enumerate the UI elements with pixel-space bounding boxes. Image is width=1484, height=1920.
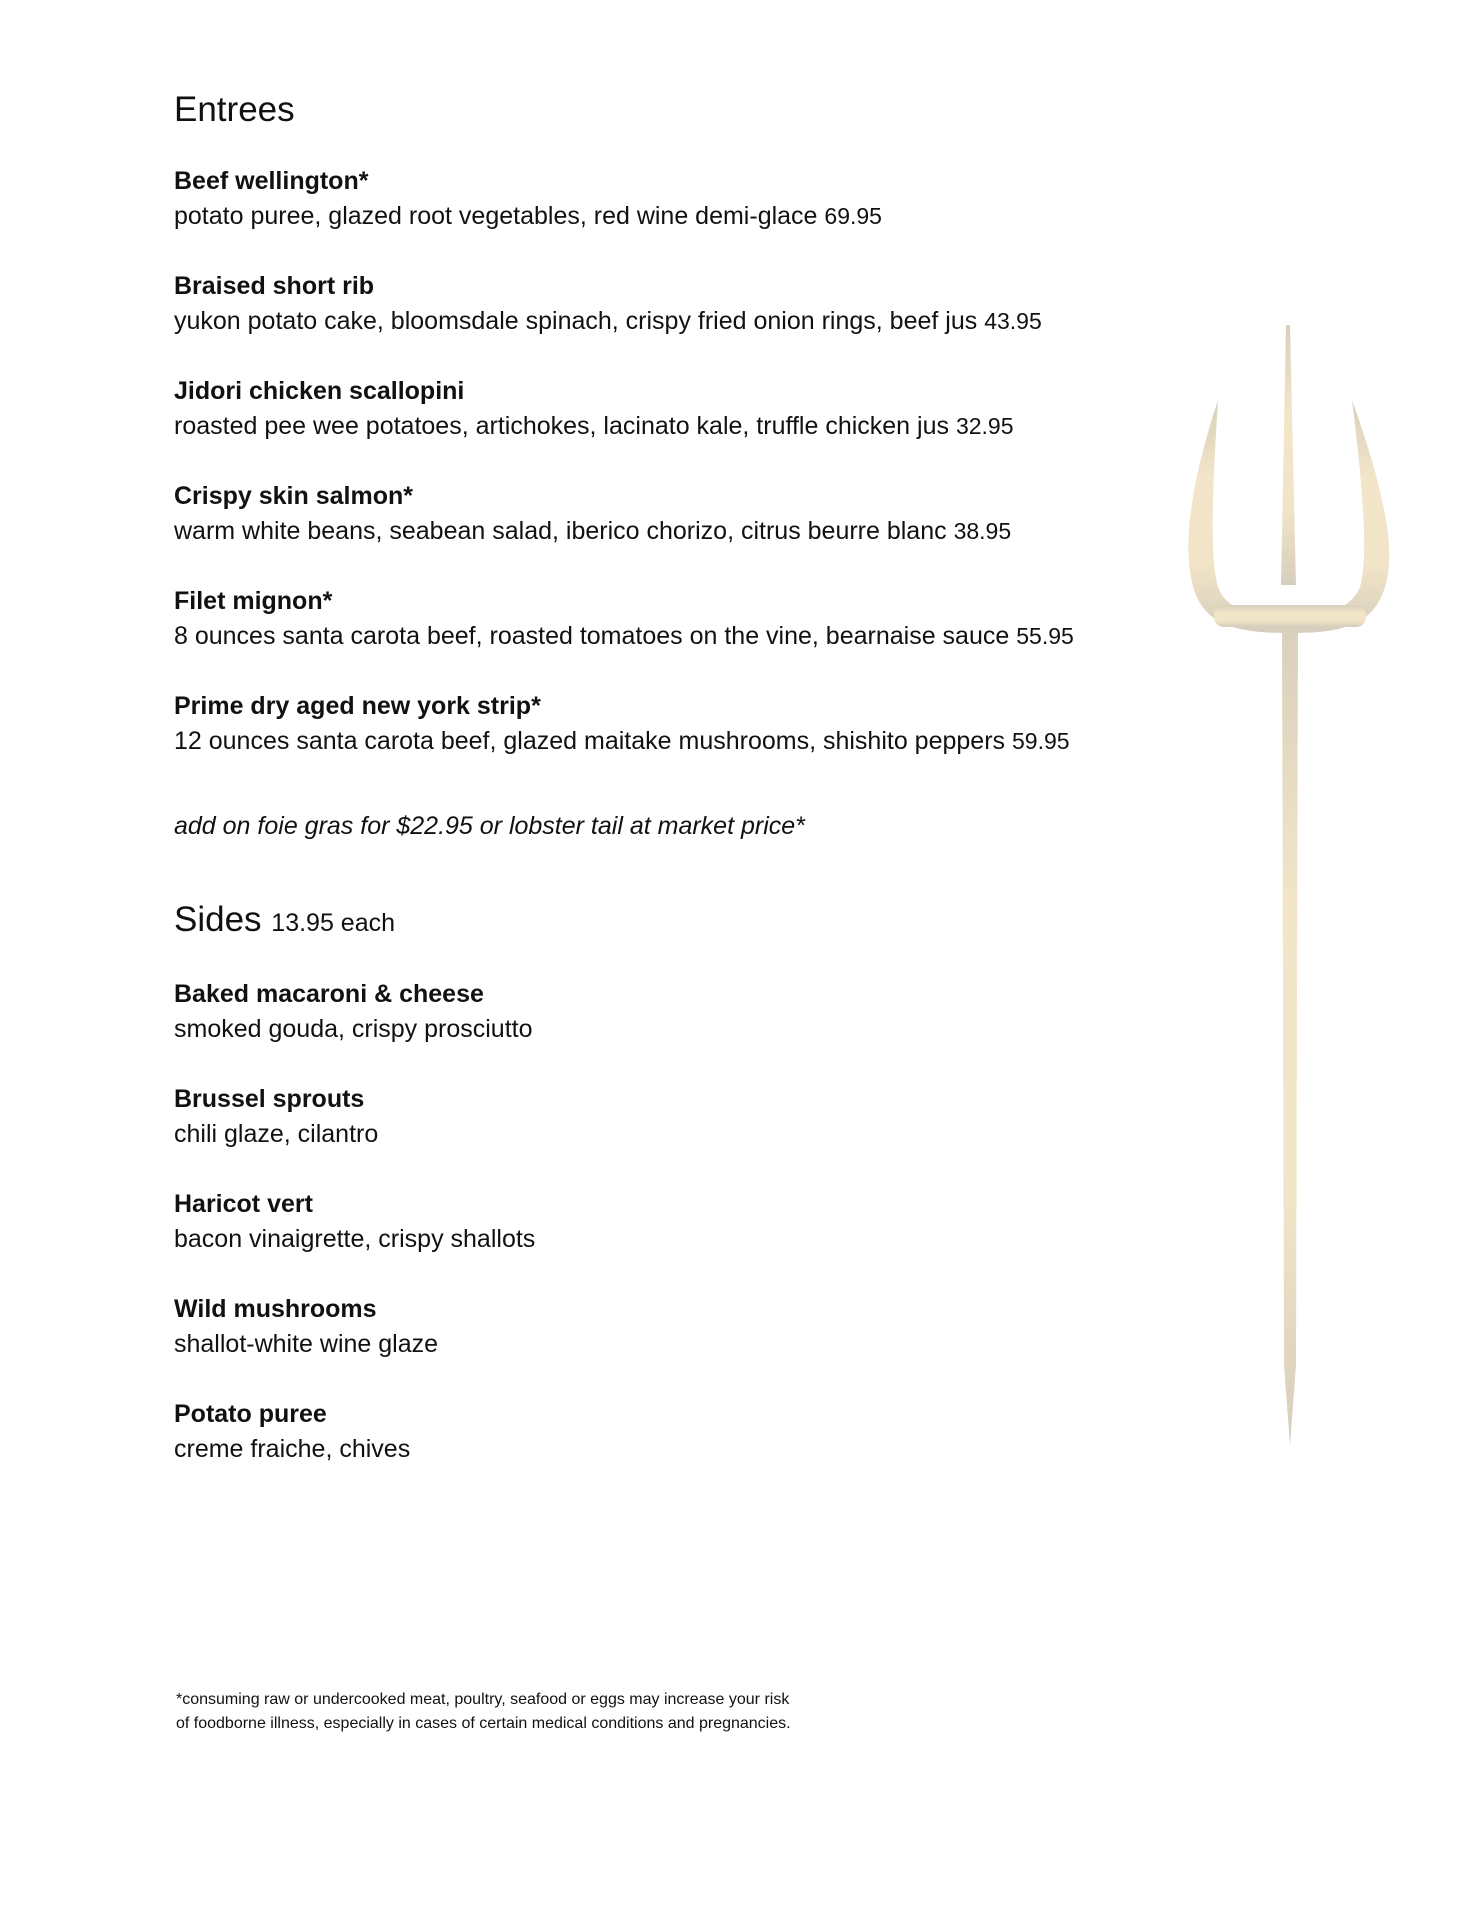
addon-note: add on foie gras for $22.95 or lobster tail at market price*	[174, 812, 805, 840]
entree-name: Jidori chicken scallopini	[174, 377, 465, 405]
side-name: Brussel sprouts	[174, 1085, 365, 1113]
entree-price: 38.95	[953, 518, 1012, 544]
side-name: Baked macaroni & cheese	[174, 980, 484, 1008]
entree-description	[174, 304, 1174, 339]
entree-description	[174, 514, 1174, 549]
entree-item	[174, 164, 1174, 234]
side-item	[174, 1292, 1174, 1362]
entree-name: Filet mignon*	[174, 587, 333, 615]
entree-description	[174, 619, 1174, 654]
sides-price: 13.95 each	[271, 909, 396, 937]
entree-desc-text: potato puree, glazed root vegetables, red wine demi-glace	[174, 202, 818, 230]
side-description: shallot-white wine glaze	[174, 1330, 439, 1358]
entree-description	[174, 199, 1174, 234]
side-item	[174, 1082, 1174, 1152]
entree-price: 55.95	[1016, 623, 1074, 649]
side-name: Wild mushrooms	[174, 1295, 377, 1323]
entree-name: Braised short rib	[174, 272, 375, 300]
side-name: Haricot vert	[174, 1190, 313, 1218]
entree-desc-text: 8 ounces santa carota beef, roasted tomatoes on the vine, bearnaise sauce	[174, 622, 1010, 650]
entree-name: Crispy skin salmon*	[174, 482, 413, 510]
entree-desc-text: roasted pee wee potatoes, artichokes, lacinato kale, truffle chicken jus	[174, 412, 949, 440]
entree-desc-text: yukon potato cake, bloomsdale spinach, crispy fried onion rings, beef jus	[174, 307, 978, 335]
entree-price: 69.95	[824, 203, 882, 229]
side-item	[174, 1397, 1174, 1467]
entree-name: Prime dry aged new york strip*	[174, 692, 541, 720]
side-description: chili glaze, cilantro	[174, 1120, 379, 1148]
side-item	[174, 1187, 1174, 1257]
entree-description	[174, 724, 1174, 759]
side-description: bacon vinaigrette, crispy shallots	[174, 1225, 536, 1253]
entree-item	[174, 689, 1174, 759]
sides-title-text: Sides	[174, 900, 262, 939]
side-item	[174, 977, 1174, 1047]
entree-description	[174, 409, 1174, 444]
footnote-line: *consuming raw or undercooked meat, poultry, seafood or eggs may increase your risk	[176, 1691, 790, 1708]
allergy-footnote	[176, 1688, 791, 1736]
entree-price: 59.95	[1011, 728, 1070, 754]
trident-icon	[1170, 325, 1410, 1445]
entree-price: 43.95	[984, 308, 1042, 334]
entree-item	[174, 479, 1174, 549]
entree-price: 32.95	[955, 413, 1014, 439]
entree-item	[174, 584, 1174, 654]
sides-title	[174, 898, 1174, 945]
entree-desc-text: warm white beans, seabean salad, iberico chorizo, citrus beurre blanc	[174, 517, 947, 545]
entree-item	[174, 269, 1174, 339]
menu-page	[174, 88, 1174, 1502]
side-description: smoked gouda, crispy prosciutto	[174, 1015, 533, 1043]
entree-item	[174, 374, 1174, 444]
entree-name: Beef wellington*	[174, 167, 369, 195]
footnote-line: of foodborne illness, especially in cases of certain medical conditions and pregnancies.	[176, 1715, 791, 1732]
entree-desc-text: 12 ounces santa carota beef, glazed maitake mushrooms, shishito peppers	[174, 727, 1006, 755]
entrees-title: Entrees	[174, 90, 295, 129]
side-name: Potato puree	[174, 1400, 327, 1428]
side-description: creme fraiche, chives	[174, 1435, 411, 1463]
